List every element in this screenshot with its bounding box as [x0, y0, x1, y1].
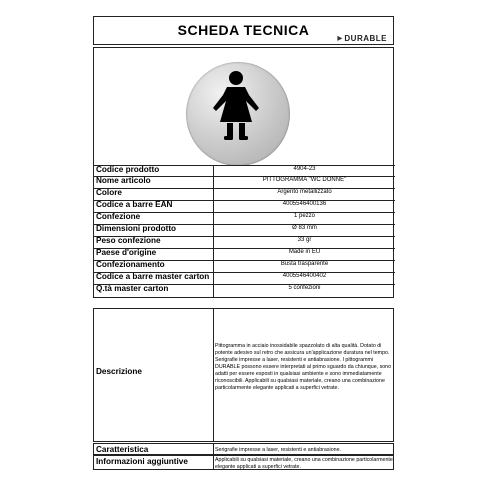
spec-label: Q.tà master carton: [96, 284, 169, 293]
spec-label: Codice a barre master carton: [96, 272, 210, 281]
description-label: Descrizione: [96, 367, 142, 376]
spec-value: Busta trasparente: [280, 261, 329, 267]
spec-label: Codice a barre EAN: [96, 200, 173, 209]
durable-logo-icon: ▸: [337, 32, 343, 44]
spec-label: Peso confezione: [96, 236, 161, 245]
description-section: [93, 308, 394, 442]
informazioni-label: Informazioni aggiuntive: [96, 457, 188, 466]
product-image-panel: [93, 47, 394, 177]
spec-value: Ø 83 mm: [292, 225, 317, 231]
caratteristica-label: Caratteristica: [96, 445, 149, 454]
spec-row-paese: [94, 248, 395, 259]
spec-row-master-qty: [94, 284, 395, 295]
caratteristica-section: [93, 443, 394, 455]
brand-logo: [337, 34, 387, 43]
spec-row-confezionamento: [94, 260, 395, 271]
spec-label: Confezione: [96, 212, 141, 221]
column-divider: [213, 309, 214, 441]
spec-value: Argento metallizzato: [277, 189, 332, 195]
column-divider: [213, 456, 214, 469]
spec-row-codice-prodotto: [94, 165, 395, 176]
spec-row-dimensioni: [94, 224, 395, 235]
spec-value: 33 gr: [297, 237, 312, 243]
spec-row-confezione: [94, 212, 395, 223]
spec-value: 4005546400402: [282, 273, 327, 279]
spec-row-colore: [94, 188, 395, 199]
description-text: Pittogramma in acciaio inossidabile spazzolato di alta qualità. Dotato di potente adesivo sul retro che assicura un'applicazione duratura nel tempo. Serigrafie impresse a laser, resistenti e antiabrasione. I pittogrammi DURABLE possono essere interpretati al primo sguardo da chiunque, sono adatti per essere esposti in qualsiasi ambiente e sono immediatamente riconoscibili. Applicabili su qualsiasi materiale, creano una combinazione particolarmente elegante applicati a superfici vetrate.: [215, 343, 392, 391]
spec-value: 4904-23: [293, 166, 316, 172]
spec-label: Codice prodotto: [96, 165, 160, 174]
spec-row-nome-articolo: [94, 176, 395, 187]
spec-value: 1 pezzo: [293, 213, 315, 219]
spec-label: Confezionamento: [96, 260, 165, 269]
spec-value: Made in EU: [288, 249, 321, 255]
woman-wc-icon: [186, 62, 290, 166]
spec-value: PITTOGRAMMA "WC DONNE": [262, 177, 347, 183]
technical-sheet: [93, 16, 394, 470]
sheet-header: [93, 16, 394, 45]
spec-value: 5 confezioni: [288, 285, 321, 291]
caratteristica-text: Serigrafie impresse a laser, resistenti e antiabrasione.: [215, 447, 342, 453]
brand-name: DURABLE: [344, 34, 387, 43]
spec-label: Colore: [96, 188, 122, 197]
spec-row-master-barcode: [94, 272, 395, 283]
informazioni-section: [93, 455, 394, 470]
informazioni-text: Applicabili su qualsiasi materiale, creano una combinazione particolarmente elegante applicati a superfici vetrate.: [215, 457, 393, 470]
spec-label: Paese d'origine: [96, 248, 157, 257]
page-title: SCHEDA TECNICA: [177, 22, 310, 38]
spec-label: Dimensioni prodotto: [96, 224, 177, 233]
spec-label: Nome articolo: [96, 176, 151, 185]
column-divider: [213, 444, 214, 454]
spec-row-peso: [94, 236, 395, 247]
spec-table: [93, 165, 394, 298]
spec-value: 4005546400136: [282, 201, 327, 207]
spec-row-ean: [94, 200, 395, 211]
